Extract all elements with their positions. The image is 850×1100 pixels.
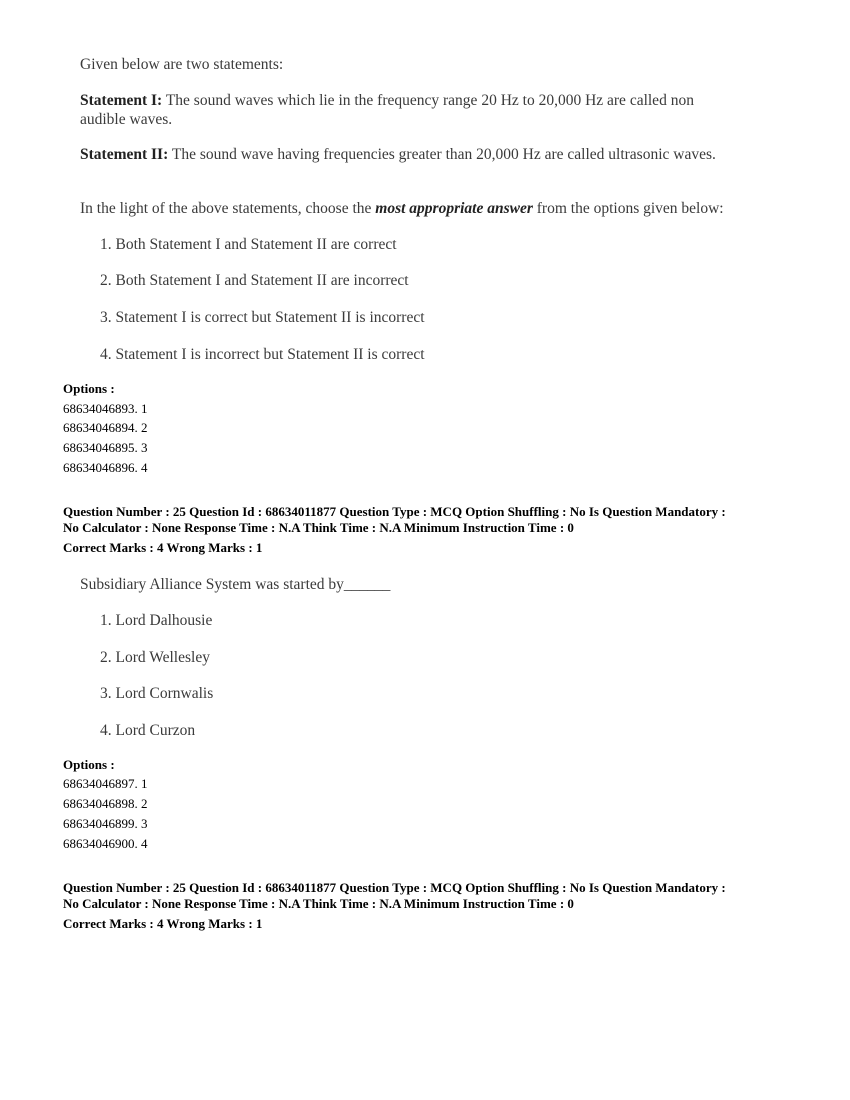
option-row: 68634046898. 2 [63,796,148,811]
statement-1-label: Statement I: [80,92,163,109]
q26-meta-line-2: No Calculator : None Response Time : N.A Think Time : N.A Minimum Instruction Time : 0 [63,896,574,911]
q25-choice: 4. Lord Curzon [100,722,196,739]
q25-choice: 2. Lord Wellesley [100,649,210,666]
prompt-emphasis: most appropriate answer [375,200,533,217]
option-row: 68634046900. 4 [63,836,148,851]
statement-2-label: Statement II: [80,146,169,163]
q24-choice: 2. Both Statement I and Statement II are incorrect [100,272,409,289]
statement-1-text: The sound waves which lie in the frequency range 20 Hz to 20,000 Hz are called non [165,92,694,109]
option-row: 68634046899. 3 [63,816,148,831]
q24-prompt [80,200,724,218]
q24-options-label: Options : [63,381,115,396]
q24-choice: 3. Statement I is correct but Statement II is incorrect [100,309,425,326]
q24-intro: Given below are two statements: [80,56,284,73]
q24-statement-2 [80,146,716,164]
q24-choice: 4. Statement I is incorrect but Statement II is correct [100,346,425,363]
q25-choice: 1. Lord Dalhousie [100,612,213,629]
q25-meta-line-2: No Calculator : None Response Time : N.A Think Time : N.A Minimum Instruction Time : 0 [63,520,574,535]
q26-marks: Correct Marks : 4 Wrong Marks : 1 [63,916,263,931]
option-row: 68634046895. 3 [63,440,148,455]
q24-choice: 1. Both Statement I and Statement II are correct [100,236,397,253]
q25-choice: 3. Lord Cornwalis [100,685,214,702]
prompt-pre: In the light of the above statements, choose the [80,200,376,217]
q26-meta-line-1: Question Number : 25 Question Id : 68634011877 Question Type : MCQ Option Shuffling : No Is Question Mandatory : [63,880,726,895]
q25-meta-line-1: Question Number : 25 Question Id : 68634011877 Question Type : MCQ Option Shuffling : No Is Question Mandatory : [63,504,726,519]
option-row: 68634046897. 1 [63,776,148,791]
statement-2-text: The sound wave having frequencies greater than 20,000 Hz are called ultrasonic waves. [171,146,716,163]
option-row: 68634046893. 1 [63,401,148,416]
statement-1-text-cont: audible waves. [80,111,173,128]
prompt-post: from the options given below: [532,200,724,217]
option-row: 68634046894. 2 [63,420,148,435]
q24-statement-1 [80,92,694,110]
option-row: 68634046896. 4 [63,460,148,475]
q25-marks: Correct Marks : 4 Wrong Marks : 1 [63,540,263,555]
q25-options-label: Options : [63,757,115,772]
q25-question: Subsidiary Alliance System was started by______ [80,576,391,593]
